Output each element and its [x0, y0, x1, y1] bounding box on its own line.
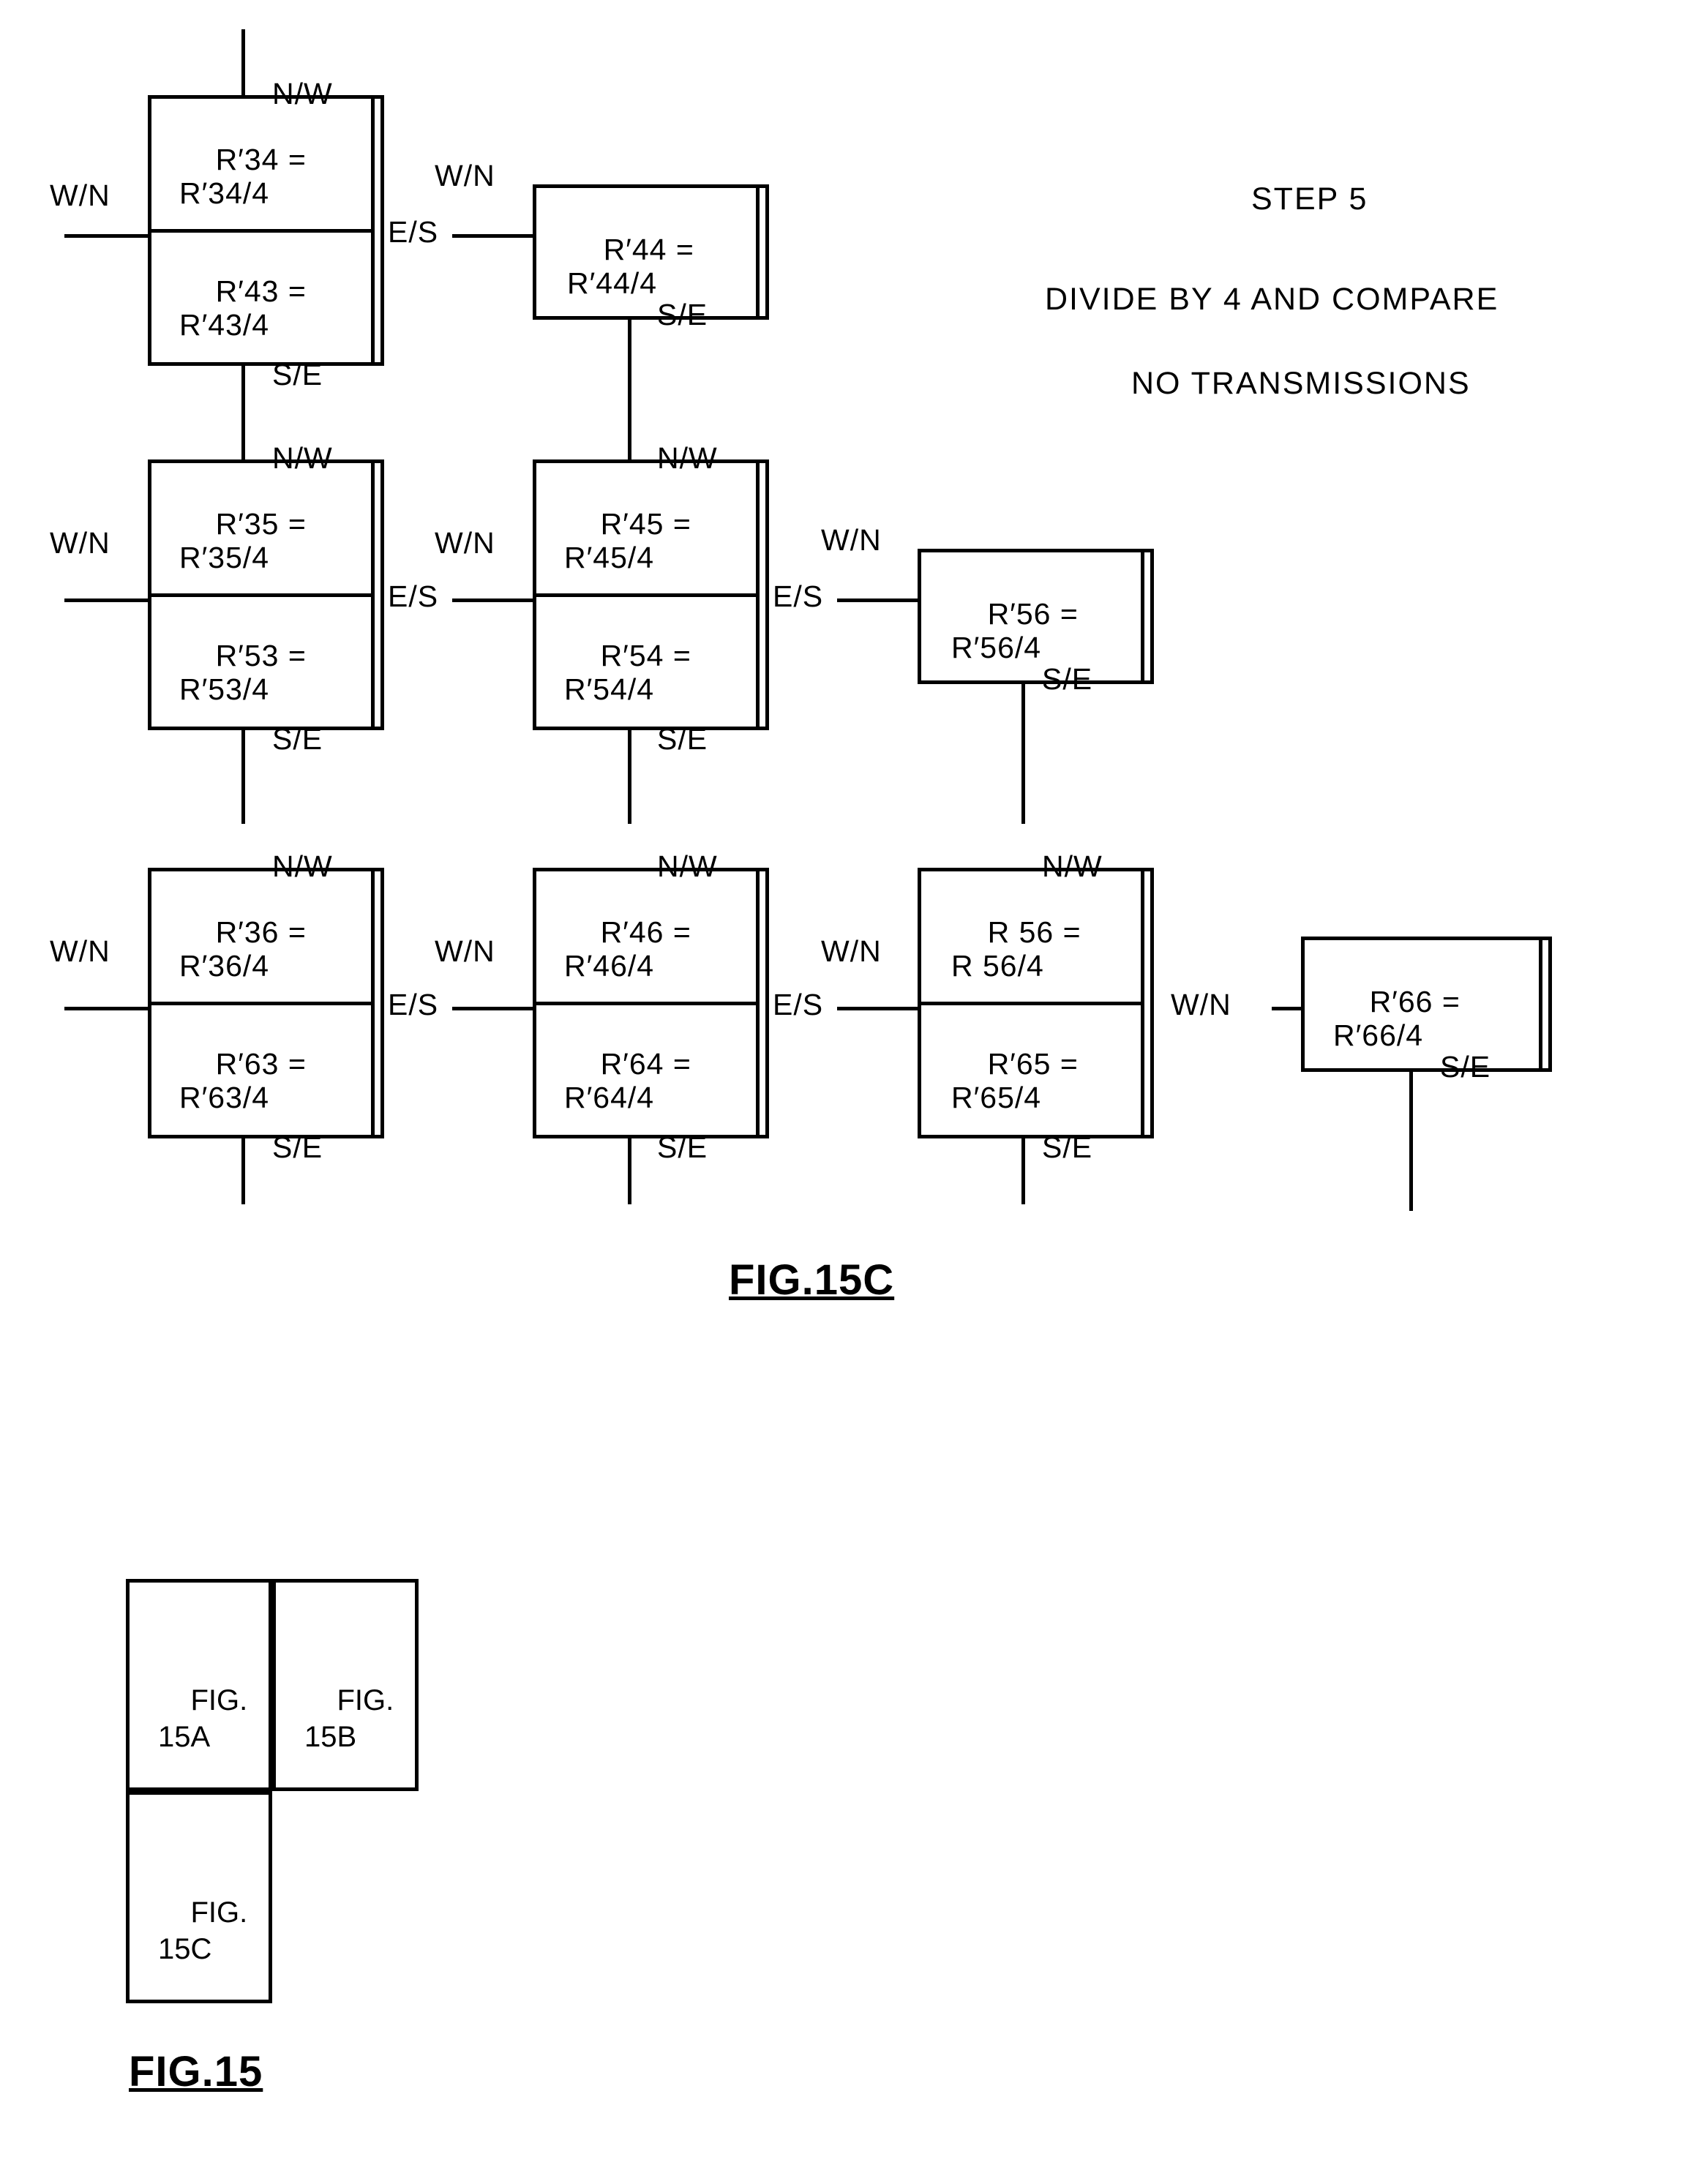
node-34-43-top: R′34 = R′34/4 [179, 142, 307, 210]
wire-c1-r2-r3 [241, 730, 245, 824]
wire-c3-r2-r3 [1021, 684, 1025, 824]
bracket-56p [1150, 549, 1154, 684]
wire-c2-r3-out [628, 1138, 631, 1204]
wire-in-row1 [64, 234, 149, 238]
bracket-45-54-top [749, 459, 769, 463]
wire-r3-c1-to-c2 [452, 1007, 533, 1010]
step-note-line1: STEP 5 [1251, 181, 1368, 217]
wire-r3-c3-to-c4 [1272, 1007, 1301, 1010]
wire-c1-r3-out [241, 1138, 245, 1204]
node-36-63-in-label: W/N [50, 934, 110, 968]
bracket-46-64-top [749, 868, 769, 871]
bracket-46-64 [765, 868, 769, 1138]
wire-r1-c1-to-c2 [452, 234, 533, 238]
node-35-53-nw-tag: N/W [272, 441, 333, 475]
node-46-64-out-label: E/S [773, 988, 824, 1021]
key-15a-label: FIG. 15A [158, 1684, 248, 1753]
bracket-66 [1548, 937, 1552, 1072]
node-46-64-se-tag: S/E [657, 1130, 708, 1164]
bracket-56p-top [1134, 549, 1154, 552]
node-46-64-nw-tag: N/W [657, 849, 718, 883]
node-36-63-bottom: R′63 = R′63/4 [179, 1046, 307, 1114]
wire-66-out [1409, 1072, 1413, 1211]
bracket-45-54 [765, 459, 769, 730]
bracket-34-43-top [364, 95, 384, 99]
node-35-53-se-tag: S/E [272, 722, 323, 756]
bracket-46-64-bot [749, 1135, 769, 1138]
bracket-35-53-bot [364, 727, 384, 730]
node-45-54-top: R′45 = R′45/4 [564, 506, 691, 574]
node-45-54-bottom: R′54 = R′54/4 [564, 638, 691, 706]
node-34-43-nw-tag: N/W [272, 77, 333, 110]
wire-r3-c2-to-c3 [837, 1007, 918, 1010]
step-note-line3: NO TRANSMISSIONS [1131, 366, 1471, 401]
bracket-34-43-bot [364, 362, 384, 366]
wire-r2-c1-to-c2 [452, 598, 533, 602]
node-56-65-out-label: W/N [1171, 988, 1231, 1021]
node-46-64-bottom: R′64 = R′64/4 [564, 1046, 691, 1114]
bracket-36-63-top [364, 868, 384, 871]
node-46-64-top: R′46 = R′46/4 [564, 915, 691, 983]
node-56-65-se-tag: S/E [1042, 1130, 1093, 1164]
node-34-43-out-label: E/S [388, 215, 439, 249]
node-45-54-out-label: E/S [773, 579, 824, 613]
bracket-35-53-top [364, 459, 384, 463]
node-44-se-tag: S/E [657, 298, 708, 331]
wire-in-row2 [64, 598, 149, 602]
figure-caption: FIG.15C [729, 1256, 895, 1304]
bracket-34-43 [380, 95, 384, 366]
key-15b-label: FIG. 15B [304, 1684, 394, 1753]
node-36-63-top: R′36 = R′36/4 [179, 915, 307, 983]
node-56-65-in-label: W/N [821, 934, 882, 968]
bracket-45-54-bot [749, 727, 769, 730]
node-56p-in-label: W/N [821, 523, 882, 557]
wire-r2-c2-to-c3 [837, 598, 918, 602]
bracket-36-63-bot [364, 1135, 384, 1138]
node-56p-se-tag: S/E [1042, 662, 1093, 696]
bracket-35-53 [380, 459, 384, 730]
node-56-65-top: R 56 = R 56/4 [951, 915, 1081, 983]
bracket-44 [765, 184, 769, 320]
bracket-56p-bot [1134, 680, 1154, 684]
node-66-top: R′66 = R′66/4 [1333, 984, 1461, 1052]
node-66-se-tag: S/E [1440, 1050, 1491, 1084]
node-36-63-se-tag: S/E [272, 1130, 323, 1164]
bracket-66-top [1532, 937, 1552, 940]
node-35-53-in-label: W/N [50, 526, 110, 560]
bracket-36-63 [380, 868, 384, 1138]
node-34-43-se-tag: S/E [272, 358, 323, 391]
step-note-line2: DIVIDE BY 4 AND COMPARE [1045, 282, 1499, 317]
bracket-56-65-top [1134, 868, 1154, 871]
index-caption: FIG.15 [129, 2048, 263, 2095]
wire-in-row3 [64, 1007, 149, 1010]
key-15c-label: FIG. 15C [158, 1896, 248, 1965]
node-34-43-bottom: R′43 = R′43/4 [179, 274, 307, 342]
bracket-56-65 [1150, 868, 1154, 1138]
wire-c1-r1-r2 [241, 366, 245, 459]
wire-top-stub [241, 29, 245, 95]
node-46-64-in-label: W/N [435, 934, 495, 968]
node-56-65-nw-tag: N/W [1042, 849, 1103, 883]
wire-c3-r3-out [1021, 1138, 1025, 1204]
bracket-56-65-bot [1134, 1135, 1154, 1138]
wire-c2-r1-r2 [628, 320, 631, 459]
node-45-54-in-label: W/N [435, 526, 495, 560]
node-44-top: R′44 = R′44/4 [567, 232, 694, 300]
node-35-53-out-label: E/S [388, 579, 439, 613]
bracket-66-bot [1532, 1068, 1552, 1072]
node-45-54-se-tag: S/E [657, 722, 708, 756]
node-56-65-bottom: R′65 = R′65/4 [951, 1046, 1079, 1114]
node-35-53-top: R′35 = R′35/4 [179, 506, 307, 574]
node-44-in-label: W/N [435, 159, 495, 192]
node-45-54-nw-tag: N/W [657, 441, 718, 475]
node-36-63-out-label: E/S [388, 988, 439, 1021]
node-35-53-bottom: R′53 = R′53/4 [179, 638, 307, 706]
wire-c2-r2-r3 [628, 730, 631, 824]
bracket-44-bot [749, 316, 769, 320]
node-36-63-nw-tag: N/W [272, 849, 333, 883]
bracket-44-top [749, 184, 769, 188]
node-34-43-in-label: W/N [50, 179, 110, 212]
node-56p-top: R′56 = R′56/4 [951, 596, 1079, 664]
